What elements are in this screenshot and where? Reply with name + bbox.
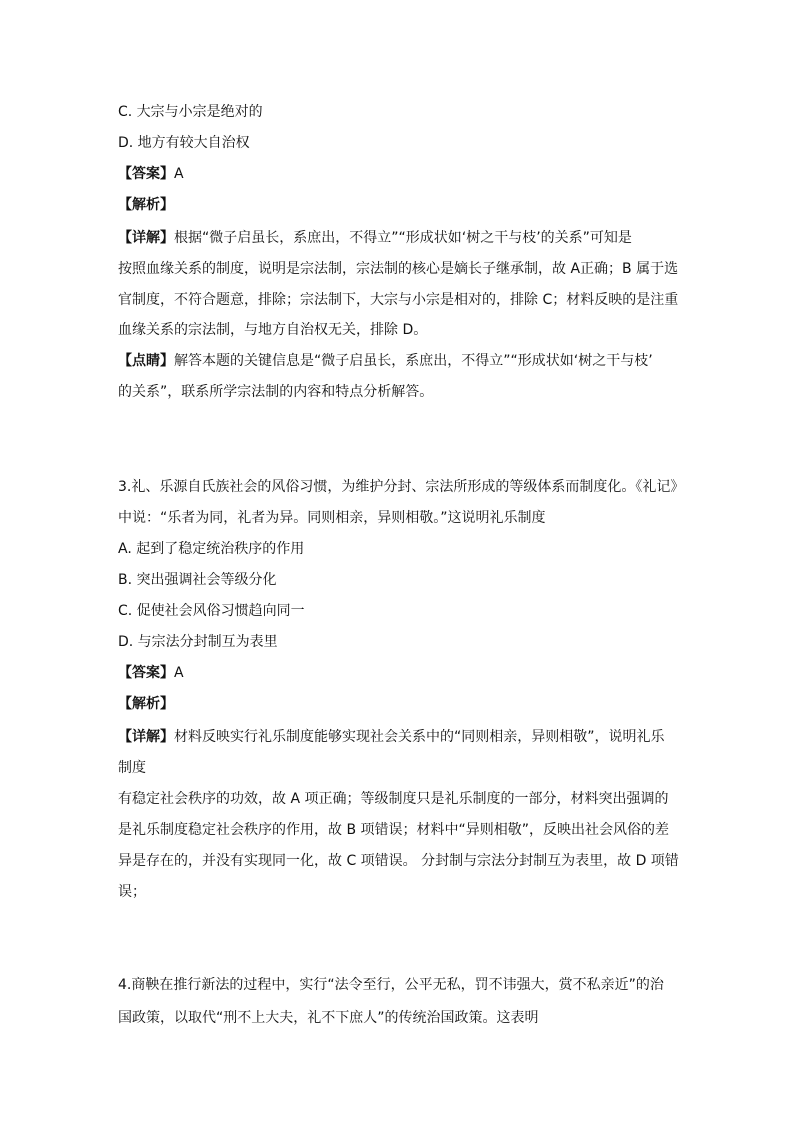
q2-point-line-1 xyxy=(118,351,653,371)
q2-detail-line-1 xyxy=(118,228,632,248)
q3-option-a: A. 起到了稳定统治秩序的作用 xyxy=(118,541,305,557)
q2-detail-line-4: 血缘关系的宗法制，与地方自治权无关，排除 D。 xyxy=(118,322,428,338)
q3-analysis-label: 【解析】 xyxy=(118,696,174,712)
q2-point-line-2: 的关系”，联系所学宗法制的内容和特点分析解答。 xyxy=(118,384,434,400)
q3-detail-line-4: 是礼乐制度稳定社会秩序的作用，故 B 项错误；材料中“异则相敬”，反映出社会风俗的差 xyxy=(118,822,670,838)
q3-answer xyxy=(118,663,184,683)
q2-option-d: D. 地方有较大自治权 xyxy=(118,135,250,151)
detail-text: 材料反映实行礼乐制度能够实现社会关系中的“同则相亲，异则相敬”，说明礼乐 xyxy=(174,729,665,745)
detail-label: 【详解】 xyxy=(118,230,174,246)
q4-stem-line-2: 国政策，以取代“刑不上大夫，礼不下庶人”的传统治国政策。这表明 xyxy=(118,1010,539,1026)
q3-stem-line-2: 中说：“乐者为同，礼者为异。同则相亲，异则相敬。”这说明礼乐制度 xyxy=(118,510,546,526)
q3-detail-line-3: 有稳定社会秩序的功效，故 A 项正确；等级制度只是礼乐制度的一部分，材料突出强调的 xyxy=(118,791,669,807)
point-label: 【点睛】 xyxy=(118,353,174,369)
answer-label: 【答案】 xyxy=(118,166,174,182)
q3-detail-line-1 xyxy=(118,727,665,747)
q3-detail-line-6: 误； xyxy=(118,884,146,900)
q4-stem-line-1: 4.商鞅在推行新法的过程中，实行“法令至行，公平无私，罚不讳强大，赏不私亲近”的治 xyxy=(118,977,664,993)
q3-detail-line-5: 异是存在的，并没有实现同一化，故 C 项错误。 分封制与宗法分封制互为表里，故 D 项错 xyxy=(118,853,679,869)
detail-label: 【详解】 xyxy=(118,729,174,745)
answer-value: A xyxy=(174,665,184,681)
q3-option-b: B. 突出强调社会等级分化 xyxy=(118,572,277,588)
q2-answer xyxy=(118,164,184,184)
q2-analysis-label: 【解析】 xyxy=(118,197,174,213)
point-text: 解答本题的关键信息是“微子启虽长，系庶出，不得立”“形成状如‘树之干与枝’ xyxy=(174,353,653,369)
q2-detail-line-2: 按照血缘关系的制度，说明是宗法制，宗法制的核心是嫡长子继承制，故 A正确；B 属于选 xyxy=(118,261,679,277)
q2-option-c: C. 大宗与小宗是绝对的 xyxy=(118,104,263,120)
answer-label: 【答案】 xyxy=(118,665,174,681)
q3-detail-line-2: 制度 xyxy=(118,760,146,776)
q3-option-d: D. 与宗法分封制互为表里 xyxy=(118,634,278,650)
q3-option-c: C. 促使社会风俗习惯趋向同一 xyxy=(118,603,305,619)
q2-detail-line-3: 官制度，不符合题意，排除；宗法制下，大宗与小宗是相对的，排除 C；材料反映的是注重 xyxy=(118,292,679,308)
answer-value: A xyxy=(174,166,184,182)
q3-stem-line-1: 3.礼、乐源自氏族社会的风俗习惯，为维护分封、宗法所形成的等级体系而制度化。《礼记》 xyxy=(118,479,685,495)
detail-text: 根据“微子启虽长，系庶出，不得立”“形成状如‘树之干与枝’的关系”可知是 xyxy=(174,230,632,246)
